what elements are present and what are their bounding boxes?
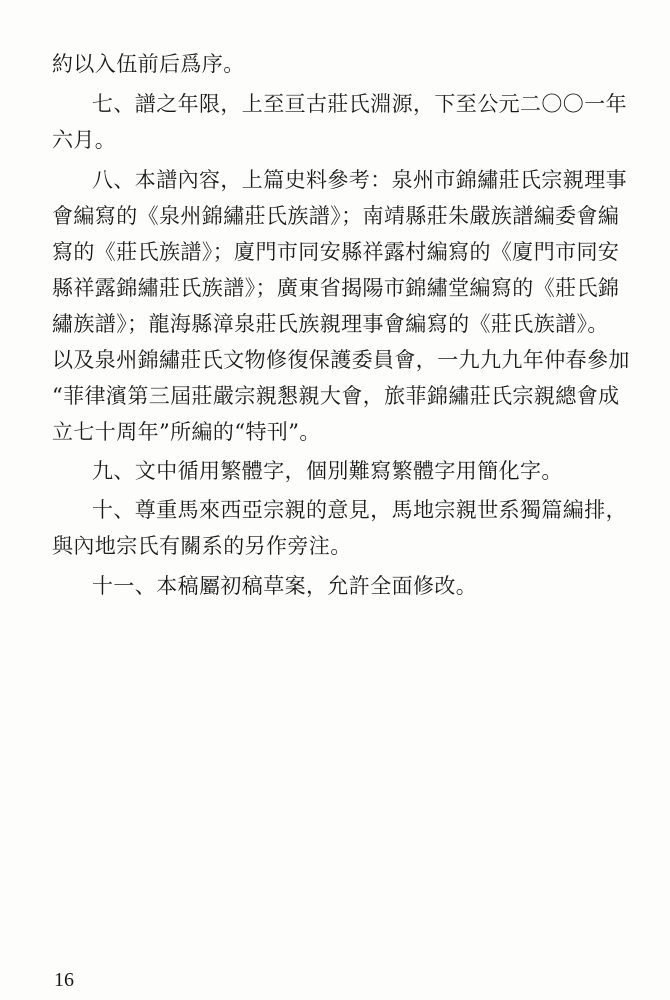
text-line: 會編寫的《泉州錦繡莊氏族譜》；南靖縣莊朱嚴族譜編委會編 [52, 204, 620, 228]
text-line: 約以入伍前后爲序。 [52, 52, 245, 76]
page-number: 16 [54, 969, 74, 991]
text-line: 十一、本稿屬初稿草案，允許全面修改。 [92, 574, 478, 598]
text-line: 八、本譜內容，上篇史料參考：泉州市錦繡莊氏宗親理事 [92, 168, 627, 192]
text-line: 與內地宗氏有關系的另作旁注。 [52, 534, 352, 558]
text-line: 七、譜之年限，上至亘古莊氏淵源，下至公元二〇〇一年 [92, 92, 627, 116]
text-line: 九、文中循用繁體字，個別難寫繁體字用簡化字。 [92, 459, 563, 483]
text-line: 縣祥露錦繡莊氏族譜》；廣東省揭陽市錦繡堂編寫的《莊氏錦 [52, 276, 620, 300]
text-line: 寫的《莊氏族譜》；廈門市同安縣祥露村編寫的《廈門市同安 [52, 240, 620, 264]
text-line: 六月。 [52, 128, 117, 152]
text-line: 以及泉州錦繡莊氏文物修復保護委員會，一九九九年仲春參加 [52, 348, 630, 372]
text-line: 十、尊重馬來西亞宗親的意見，馬地宗親世系獨篇編排， [92, 498, 627, 522]
text-line: “菲律濱第三屆莊嚴宗親懇親大會，旅菲錦繡莊氏宗親總會成 [52, 384, 620, 408]
text-line: 繡族譜》；龍海縣漳泉莊氏族親理事會編寫的《莊氏族譜》。 [52, 312, 609, 336]
text-line: 立七十周年”所編的“特刊”。 [52, 420, 321, 444]
